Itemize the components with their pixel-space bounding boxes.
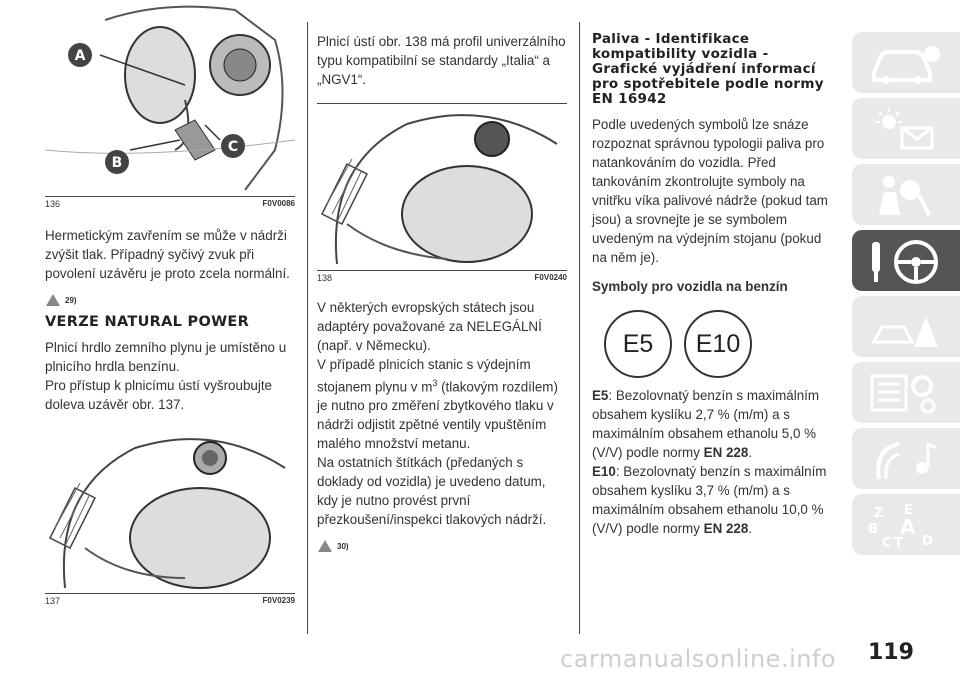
tab-multimedia[interactable]: [852, 428, 960, 489]
warning-triangle-icon: [317, 539, 333, 553]
text-segment: : Bezolovnatý benzín s maximálním obsahem kyslíku 2,7 % (m/m) a s maximálním obsahem ethanolu 5,0 % (V/V) podle normy: [592, 388, 820, 460]
warning-ref-label: 29): [65, 295, 77, 305]
cng-inlet-illustration: [45, 428, 295, 593]
svg-text:C: C: [882, 536, 892, 550]
text-segment: : Bezolovnatý benzín s maximálním obsahem kyslíku 3,7 % (m/m) a s maximálním obsahem ethanolu 10,0 % (V/V) podle normy: [592, 464, 827, 536]
callout-a-label: A: [74, 48, 86, 64]
svg-text:A: A: [900, 515, 916, 539]
svg-text:T: T: [894, 536, 903, 550]
fuel-symbols: [604, 310, 832, 378]
figure-138-caption: [317, 270, 567, 285]
cng-inlet-profile-illustration: [317, 104, 567, 270]
paragraph-gas-inlet: Plnicí hrdlo zemního plynu je umístěno u plnicího hrdla benzínu.: [45, 340, 287, 374]
e10-symbol: E10: [684, 310, 752, 378]
figure-138: [317, 103, 567, 286]
subheading-petrol-symbols: Symboly pro vozidla na benzín: [592, 279, 788, 294]
norm-reference: EN 228: [703, 521, 749, 536]
tab-starting-driving[interactable]: [852, 230, 960, 291]
figure-137-caption: [45, 593, 295, 608]
superscript: 3: [432, 378, 438, 388]
tab-maintenance[interactable]: [852, 362, 960, 423]
figure-137: [45, 428, 295, 606]
paragraph-e10: [592, 462, 832, 538]
e10-label: E10: [592, 464, 616, 479]
maintenance-icon: [864, 368, 944, 418]
starting-driving-icon: [864, 236, 944, 286]
figure-number: 138: [317, 273, 333, 283]
figure-136: [45, 0, 295, 210]
column-divider: [579, 22, 580, 634]
svg-text:D: D: [922, 534, 933, 549]
e5-symbol: E5: [604, 310, 672, 378]
emergency-icon: [864, 302, 944, 352]
column-divider: [307, 22, 308, 634]
tab-emergency[interactable]: [852, 296, 960, 357]
warning-ref-29: [45, 293, 295, 307]
svg-text:B: B: [868, 522, 878, 537]
heading-natural-power: VERZE NATURAL POWER: [45, 314, 250, 330]
column-3: [592, 0, 832, 538]
e5-label: E5: [592, 388, 609, 403]
index-icon: [864, 500, 944, 550]
callout-b-label: B: [111, 155, 123, 171]
chapter-tabs: [852, 32, 960, 560]
figure-code: F0V0239: [262, 596, 295, 605]
tab-index[interactable]: [852, 494, 960, 555]
warning-ref-label: 30): [337, 541, 349, 551]
heading-fuel-identification: Paliva - Identifikace kompatibility vozidla - Grafické vyjádření informací pro spotřebitele podle normy EN 16942: [592, 31, 824, 107]
paragraph-access: Pro přístup k plnicímu ústí vyšroubujte doleva uzávěr obr. 137.: [45, 378, 272, 412]
paragraph-symbols-intro: Podle uvedených symbolů lze snáze rozpoznat správnou typologii paliva pro natankováním do vozidla. Před tankováním zkontrolujte symboly na vnitřku víka palivové nádrže (pokud tam jsou) a srovnejte je se symbolem uvedeným na výdejním stojanu (pokud na něm je).: [592, 117, 828, 265]
fuel-cap-illustration: [45, 0, 295, 196]
paragraph-e5: [592, 386, 832, 462]
paragraph-inspection: Na ostatních štítkách (předaných s doklady od vozidla) je uvedeno datum, kdy je nutno provést první přezkoušení/inspekci tlakových nádrží.: [317, 455, 547, 528]
figure-number: 136: [45, 199, 61, 209]
tab-car-info[interactable]: [852, 32, 960, 93]
figure-code: F0V0240: [534, 273, 567, 282]
text-segment: .: [748, 521, 753, 536]
paragraph-tank-pressure: Hermetickým zavřením se může v nádrži zvýšit tlak. Případný syčivý zvuk při povolení uzávěru je proto zcela normální.: [45, 228, 290, 281]
column-2: [317, 0, 567, 553]
safety-airbag-icon: [864, 170, 944, 220]
multimedia-icon: [864, 434, 944, 484]
figure-code: F0V0086: [262, 199, 295, 208]
paragraph-inlet-profile: Plnicí ústí obr. 138 má profil univerzálního typu kompatibilní se standardy „Italia“ a „NGV1“.: [317, 34, 566, 87]
watermark: carmanualsonline.info: [560, 645, 837, 673]
car-info-icon: [864, 38, 944, 88]
warning-ref-30: [317, 539, 567, 553]
callout-c-label: C: [227, 139, 239, 155]
paragraph-adapters: V některých evropských státech jsou adaptéry považované za NELEGÁLNÍ (např. v Německu).: [317, 300, 542, 353]
figure-136-caption: [45, 196, 295, 211]
text-segment: .: [748, 445, 753, 460]
svg-text:E: E: [904, 503, 913, 518]
tab-safety[interactable]: [852, 164, 960, 225]
warning-triangle-icon: [45, 293, 61, 307]
paragraph-pressure-check: [317, 355, 567, 453]
warning-lights-icon: [864, 104, 944, 154]
column-1: [45, 0, 295, 606]
norm-reference: EN 228: [703, 445, 749, 460]
figure-number: 137: [45, 596, 61, 606]
page-number: 119: [868, 640, 914, 665]
tab-warning-lights[interactable]: [852, 98, 960, 159]
text-segment: (tlakovým rozdílem) je nutno pro změření zbytkového tlaku v nádrži odjistit zpětné ventily vpuštěním malého množství metanu.: [317, 379, 558, 452]
svg-text:Z: Z: [874, 506, 884, 521]
text-segment: V případě plnicích stanic s výdejním stojanem plynu v m: [317, 357, 531, 395]
